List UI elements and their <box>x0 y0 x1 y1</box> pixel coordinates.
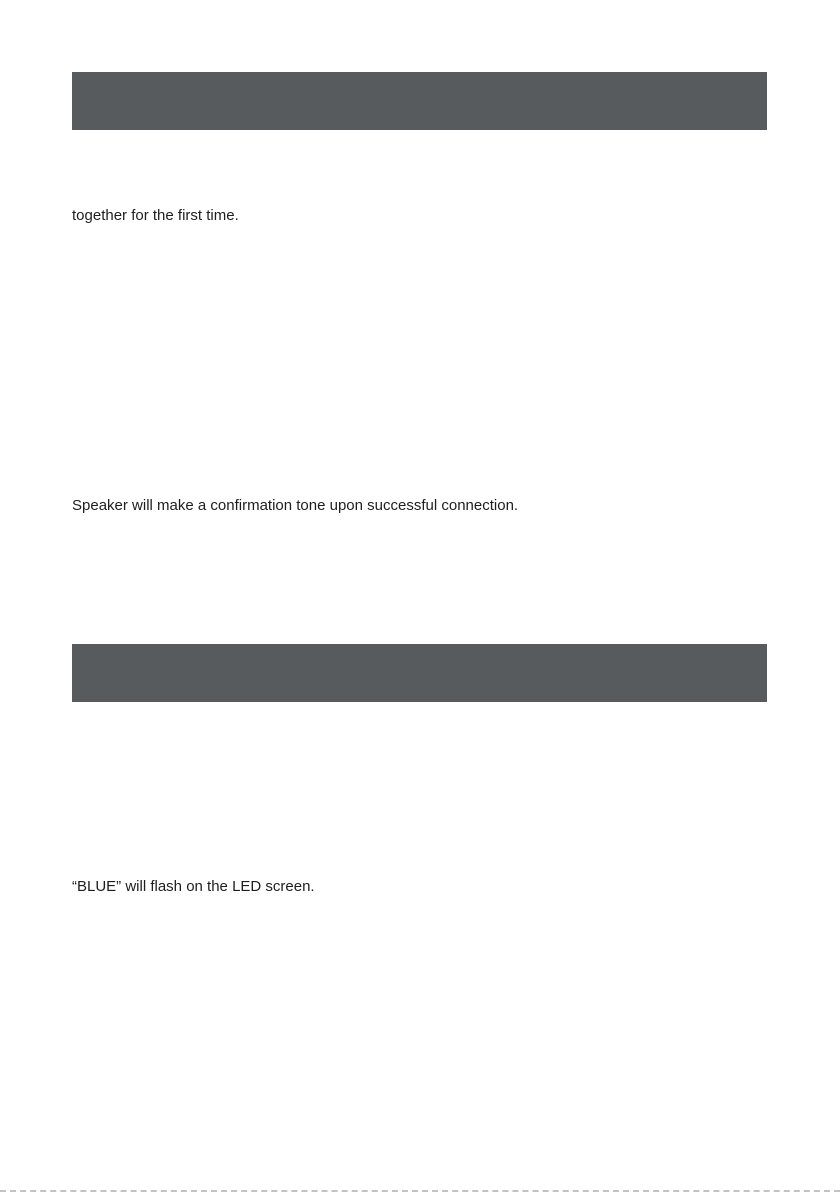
paragraph-confirmation-tone: Speaker will make a confirmation tone upon successful connection. <box>72 497 519 514</box>
section-header-bar-1 <box>72 72 767 130</box>
section-header-bar-2 <box>72 644 767 702</box>
paragraph-blue-flash: “BLUE” will flash on the LED screen. <box>72 878 315 895</box>
paragraph-first-time: together for the first time. <box>72 207 239 224</box>
